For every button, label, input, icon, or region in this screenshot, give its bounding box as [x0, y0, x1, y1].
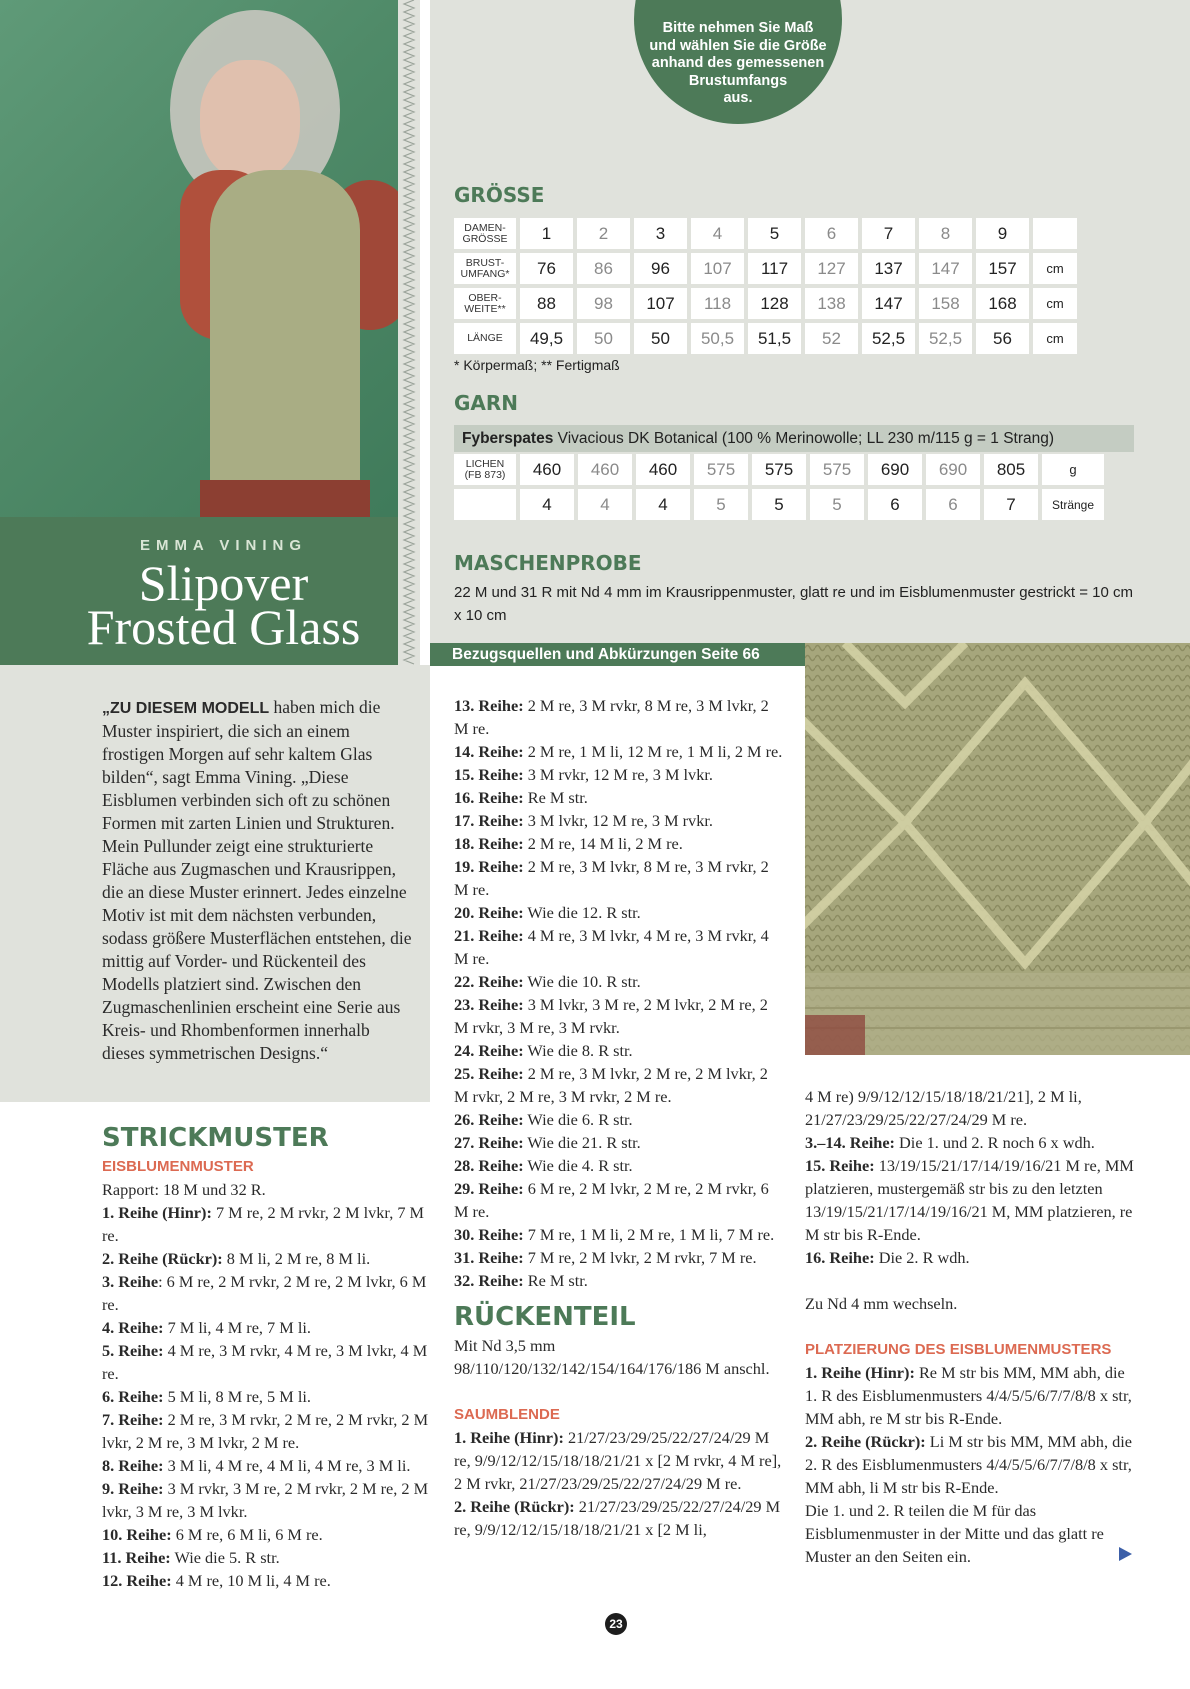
row-number: 19. Reihe:: [454, 857, 524, 876]
row-number: 3.–14. Reihe:: [805, 1133, 895, 1152]
table-cell: 51,5: [748, 323, 801, 354]
bubble-line: und wählen Sie die Größe: [649, 37, 827, 54]
row-instruction: 7 M li, 4 M re, 7 M li.: [163, 1318, 311, 1337]
row-number: 2. Reihe (Rückr):: [102, 1249, 223, 1268]
row-number: 4. Reihe:: [102, 1318, 164, 1337]
table-cell: 5: [694, 489, 748, 520]
row-instruction: 2 M re, 14 M li, 2 M re.: [523, 834, 683, 853]
table-cell: 138: [805, 288, 858, 319]
row-instruction: 2 M re, 3 M rvkr, 2 M re, 2 M rvkr, 2 M lvkr, 2 M re, 3 M lvkr, 2 M re.: [102, 1410, 429, 1452]
rapport-text: Rapport: 18 M und 32 R.: [102, 1180, 266, 1199]
cast-on-text: Mit Nd 3,5 mm 98/110/120/132/142/154/164/176/186 M anschl.: [454, 1336, 770, 1378]
table-cell: 118: [691, 288, 744, 319]
row-number: 31. Reihe:: [454, 1248, 524, 1267]
row-label-line: DAMEN-: [464, 221, 506, 234]
table-cell: 117: [748, 253, 801, 284]
instruction-row: [454, 855, 784, 901]
unit-cell: cm: [1033, 288, 1077, 319]
instruction-row: [454, 993, 784, 1039]
title-line-1: Slipover: [138, 555, 309, 611]
unit-cell: g: [1042, 454, 1104, 485]
row-number: 15. Reihe:: [454, 765, 524, 784]
instruction-row: [805, 1430, 1135, 1499]
row-number: 25. Reihe:: [454, 1064, 524, 1083]
instruction-row: [454, 1039, 784, 1062]
page-number: 23: [605, 1613, 627, 1635]
row-instruction: Wie die 12. R str.: [523, 903, 641, 922]
row-instruction: 13/19/15/21/17/14/19/16/21 M re, MM platzieren, mustergemäß str bis zu den letzten 13/19/15/21/17/14/19/16/21 M, MM platzieren, re M str bis R-Ende.: [805, 1156, 1134, 1244]
row-instruction: 3 M lvkr, 3 M re, 2 M lvkr, 2 M re, 2 M rvkr, 3 M re, 3 M rvkr.: [454, 995, 768, 1037]
author-name: EMMA VINING: [139, 537, 308, 554]
row-label-line: UMFANG*: [460, 267, 510, 280]
row-number: 30. Reihe:: [454, 1225, 524, 1244]
row-number: 11. Reihe:: [102, 1548, 171, 1567]
yarn-brand: Fyberspates: [462, 430, 554, 447]
table-cell: 6: [926, 489, 980, 520]
table-cell: 147: [862, 288, 915, 319]
row-instruction: 3 M rvkr, 12 M re, 3 M lvkr.: [523, 765, 713, 784]
instruction-row: [454, 901, 784, 924]
gauge-text: 22 M und 31 R mit Nd 4 mm im Krausrippenmuster, glatt re und im Eisblumenmuster gestrickt = 10 cm x 10 cm: [454, 584, 1134, 624]
instruction-row: [805, 1246, 1135, 1269]
row-label-line: GRÖSSE: [462, 232, 508, 245]
row-label-line: (FB 873): [464, 468, 506, 481]
row-instruction: 4 M re, 3 M lvkr, 4 M re, 3 M rvkr, 4 M re.: [454, 926, 769, 968]
instruction-row: [102, 1339, 432, 1385]
row-instruction: : 6 M re, 2 M rvkr, 2 M re, 2 M lvkr, 6 M re.: [102, 1272, 427, 1314]
yarn-heading: GARN: [454, 391, 519, 415]
row-number: 18. Reihe:: [454, 834, 524, 853]
instruction-row: [454, 1495, 784, 1541]
table-cell: 690: [868, 454, 922, 485]
row-number: 32. Reihe:: [454, 1271, 524, 1290]
row-instruction: 7 M re, 2 M lvkr, 2 M rvkr, 7 M re.: [523, 1248, 757, 1267]
needle-change-text: Zu Nd 4 mm wechseln.: [805, 1294, 958, 1313]
title-line-2: Frosted Glass: [86, 599, 361, 655]
row-instruction: Wie die 5. R str.: [170, 1548, 280, 1567]
instruction-row: [454, 1426, 784, 1495]
table-cell: 107: [634, 288, 687, 319]
table-cell: 52,5: [862, 323, 915, 354]
table-cell: 8: [919, 218, 972, 249]
table-cell: 76: [520, 253, 573, 284]
row-instruction: Li M str bis MM, MM abh, die 2. R des Eisblumenmusters 4/4/5/5/6/7/7/8/8 x str, MM abh, li M str bis R-Ende.: [805, 1432, 1132, 1497]
row-instruction: Die 1. und 2. R noch 6 x wdh.: [894, 1133, 1095, 1152]
row-label-line: LICHEN: [465, 457, 505, 470]
unit-cell: [1033, 218, 1077, 249]
table-cell: 6: [868, 489, 922, 520]
row-number: 5. Reihe:: [102, 1341, 164, 1360]
model-photo: [0, 0, 417, 517]
instruction-row: [454, 1246, 784, 1269]
row-number: 21. Reihe:: [454, 926, 524, 945]
row-number: 3. Reihe: [102, 1272, 159, 1291]
instruction-row: [102, 1247, 432, 1270]
row-number: 22. Reihe:: [454, 972, 524, 991]
table-cell: 9: [976, 218, 1029, 249]
row-instruction: 2 M re, 3 M lvkr, 2 M re, 2 M lvkr, 2 M rvkr, 2 M re, 3 M rvkr, 2 M re.: [454, 1064, 768, 1106]
instruction-row: [454, 1062, 784, 1108]
table-cell: 5: [810, 489, 864, 520]
instruction-row: [102, 1408, 432, 1454]
size-heading: GRÖSSE: [454, 183, 545, 207]
yarn-description: [454, 425, 1134, 452]
instruction-row: [102, 1477, 432, 1523]
row-instruction: 21/27/23/29/25/22/27/24/29 M re, 9/9/12/12/15/18/18/21/21 x [2 M li,: [454, 1497, 781, 1539]
instruction-row: [102, 1523, 432, 1546]
instruction-row: [454, 832, 784, 855]
zigzag-divider: [398, 0, 434, 665]
table-cell: 575: [752, 454, 806, 485]
row-instruction: Wie die 10. R str.: [523, 972, 641, 991]
row-instruction: 3 M rvkr, 3 M re, 2 M rvkr, 2 M re, 2 M lvkr, 3 M re, 3 M lvkr.: [102, 1479, 429, 1521]
row-instruction: 4 M re, 10 M li, 4 M re.: [171, 1571, 331, 1590]
table-cell: 128: [748, 288, 801, 319]
table-cell: 86: [577, 253, 630, 284]
table-row: [454, 323, 1077, 354]
table-cell: 50: [577, 323, 630, 354]
row-number: 6. Reihe:: [102, 1387, 164, 1406]
intro-quote: [102, 696, 414, 1065]
row-label: [454, 489, 516, 520]
row-number: 16. Reihe:: [454, 788, 524, 807]
table-cell: 460: [636, 454, 690, 485]
row-label-line: LÄNGE: [467, 332, 503, 344]
table-cell: 157: [976, 253, 1029, 284]
row-instruction: 7 M re, 1 M li, 2 M re, 1 M li, 7 M re.: [523, 1225, 775, 1244]
instruction-row: [454, 1223, 784, 1246]
platzierung-subheading: PLATZIERUNG DES EISBLUMENMUSTERS: [805, 1341, 1112, 1358]
table-row: [454, 454, 1104, 485]
row-number: 29. Reihe:: [454, 1179, 524, 1198]
row-label-line: WEITE**: [464, 302, 506, 315]
row-number: 14. Reihe:: [454, 742, 524, 761]
table-cell: 3: [634, 218, 687, 249]
table-cell: 50: [634, 323, 687, 354]
row-number: 16. Reihe:: [805, 1248, 875, 1267]
instruction-row: [102, 1454, 432, 1477]
yarn-table: [450, 450, 1108, 524]
instruction-row: [454, 1269, 784, 1292]
saumblende-subheading: SAUMBLENDE: [454, 1406, 560, 1423]
row-number: 8. Reihe:: [102, 1456, 164, 1475]
instruction-row: [454, 809, 784, 832]
table-cell: 5: [748, 218, 801, 249]
row-instruction: Wie die 4. R str.: [523, 1156, 633, 1175]
intro-lead: „ZU DIESEM MODELL: [102, 700, 270, 717]
table-cell: 49,5: [520, 323, 573, 354]
rueckenteil-heading: RÜCKENTEIL: [454, 1302, 636, 1332]
instruction-row: [454, 924, 784, 970]
row-label-line: OBER-: [468, 291, 502, 304]
continued-text: 4 M re) 9/9/12/12/15/18/18/21/21], 2 M li, 21/27/23/29/25/22/27/24/29 M re.: [805, 1087, 1082, 1129]
table-cell: 805: [984, 454, 1038, 485]
gauge-heading: MASCHENPROBE: [454, 551, 642, 575]
row-instruction: Re M str bis MM, MM abh, die 1. R des Eisblumenmusters 4/4/5/5/6/7/7/8/8 x str, MM abh, re M str bis R-Ende.: [805, 1363, 1132, 1428]
table-cell: 575: [694, 454, 748, 485]
table-cell: 107: [691, 253, 744, 284]
row-instruction: Wie die 8. R str.: [523, 1041, 633, 1060]
instruction-row: [102, 1270, 432, 1316]
table-cell: 1: [520, 218, 573, 249]
row-instruction: Die 2. R wdh.: [874, 1248, 970, 1267]
instruction-row: [805, 1131, 1135, 1154]
column-2: [454, 694, 784, 1541]
row-number: 26. Reihe:: [454, 1110, 524, 1129]
row-instruction: 3 M li, 4 M re, 4 M li, 4 M re, 3 M li.: [163, 1456, 411, 1475]
table-cell: 137: [862, 253, 915, 284]
instruction-row: [454, 1108, 784, 1131]
table-cell: 147: [919, 253, 972, 284]
instruction-row: [454, 786, 784, 809]
table-cell: 6: [805, 218, 858, 249]
size-advice-bubble: [634, 0, 842, 124]
table-cell: 7: [984, 489, 1038, 520]
row-instruction: 21/27/23/29/25/22/27/24/29 M re, 9/9/12/12/15/18/18/21/21 x [2 M rvkr, 4 M re], 2 M rvkr, 21/27/23/29/25/22/27/24/29 M re.: [454, 1428, 782, 1493]
table-cell: 96: [634, 253, 687, 284]
row-number: 20. Reihe:: [454, 903, 524, 922]
instruction-row: [454, 694, 784, 740]
instruction-row: [102, 1385, 432, 1408]
unit-cell: cm: [1033, 253, 1077, 284]
size-table: [450, 214, 1081, 358]
sources-bar: Bezugsquellen und Abkürzungen Seite 66: [430, 643, 805, 666]
instruction-row: [102, 1569, 432, 1592]
table-cell: 98: [577, 288, 630, 319]
row-instruction: 6 M re, 2 M lvkr, 2 M re, 2 M rvkr, 6 M re.: [454, 1179, 769, 1221]
instruction-row: [805, 1361, 1135, 1430]
title-block: [0, 517, 417, 665]
unit-cell: Stränge: [1042, 489, 1104, 520]
eisblumen-subheading: EISBLUMENMUSTER: [102, 1158, 254, 1175]
row-number: 24. Reihe:: [454, 1041, 524, 1060]
bubble-line: Bitte nehmen Sie Maß: [662, 20, 814, 36]
row-number: 12. Reihe:: [102, 1571, 172, 1590]
row-number: 15. Reihe:: [805, 1156, 875, 1175]
table-cell: 460: [578, 454, 632, 485]
next-page-arrow-icon[interactable]: [1119, 1547, 1132, 1561]
row-instruction: 3 M lvkr, 12 M re, 3 M rvkr.: [523, 811, 713, 830]
table-row: [454, 218, 1077, 249]
unit-cell: cm: [1033, 323, 1077, 354]
table-cell: 4: [578, 489, 632, 520]
table-cell: 7: [862, 218, 915, 249]
row-number: 28. Reihe:: [454, 1156, 524, 1175]
row-number: 23. Reihe:: [454, 995, 524, 1014]
instruction-row: [805, 1154, 1135, 1246]
table-cell: 158: [919, 288, 972, 319]
instruction-row: [102, 1201, 432, 1247]
table-cell: 4: [636, 489, 690, 520]
row-number: 10. Reihe:: [102, 1525, 172, 1544]
table-cell: 127: [805, 253, 858, 284]
row-instruction: 2 M re, 3 M lvkr, 8 M re, 3 M rvkr, 2 M re.: [454, 857, 769, 899]
row-instruction: 2 M re, 3 M rvkr, 8 M re, 3 M lvkr, 2 M re.: [454, 696, 769, 738]
row-instruction: 6 M re, 6 M li, 6 M re.: [171, 1525, 323, 1544]
table-row: [454, 253, 1077, 284]
row-label-line: BRUST-: [465, 256, 505, 269]
row-label: [454, 323, 516, 354]
table-cell: 460: [520, 454, 574, 485]
table-cell: 690: [926, 454, 980, 485]
strickmuster-heading: STRICKMUSTER: [102, 1123, 329, 1153]
yarn-text: Vivacious DK Botanical (100 % Merinowolle; LL 230 m/115 g = 1 Strang): [553, 430, 1055, 447]
table-cell: 2: [577, 218, 630, 249]
table-cell: 52: [805, 323, 858, 354]
table-cell: 4: [520, 489, 574, 520]
knit-detail-photo: [805, 643, 1190, 1055]
table-row: [454, 489, 1104, 520]
table-cell: 56: [976, 323, 1029, 354]
column-1: [102, 1121, 432, 1592]
instruction-row: [454, 1154, 784, 1177]
instruction-row: [454, 763, 784, 786]
row-instruction: Wie die 6. R str.: [523, 1110, 633, 1129]
row-instruction: 7 M re, 2 M rvkr, 2 M lvkr, 7 M re.: [102, 1203, 425, 1245]
row-number: 13. Reihe:: [454, 696, 524, 715]
instruction-row: [102, 1316, 432, 1339]
row-number: 1. Reihe (Hinr):: [102, 1203, 212, 1222]
table-cell: 88: [520, 288, 573, 319]
row-label: [454, 253, 516, 284]
instruction-row: [454, 1177, 784, 1223]
row-number: 7. Reihe:: [102, 1410, 164, 1429]
instruction-row: [102, 1546, 432, 1569]
size-note: * Körpermaß; ** Fertigmaß: [454, 357, 620, 373]
row-label: [454, 218, 516, 249]
table-cell: 4: [691, 218, 744, 249]
table-cell: 5: [752, 489, 806, 520]
table-cell: 50,5: [691, 323, 744, 354]
row-instruction: 2 M re, 1 M li, 12 M re, 1 M li, 2 M re.: [523, 742, 783, 761]
row-instruction: 4 M re, 3 M rvkr, 4 M re, 3 M lvkr, 4 M re.: [102, 1341, 428, 1383]
row-instruction: Re M str.: [523, 1271, 588, 1290]
row-number: 9. Reihe:: [102, 1479, 164, 1498]
bubble-line: aus.: [723, 90, 753, 106]
row-label: [454, 454, 516, 485]
row-label: [454, 288, 516, 319]
row-number: 17. Reihe:: [454, 811, 524, 830]
row-number: 2. Reihe (Rückr):: [454, 1497, 575, 1516]
row-number: 2. Reihe (Rückr):: [805, 1432, 926, 1451]
bubble-line: anhand des gemessenen: [651, 55, 825, 71]
table-cell: 52,5: [919, 323, 972, 354]
instruction-row: [454, 1131, 784, 1154]
instruction-row: [454, 970, 784, 993]
table-cell: 575: [810, 454, 864, 485]
row-number: 27. Reihe:: [454, 1133, 524, 1152]
row-number: 1. Reihe (Hinr):: [454, 1428, 564, 1447]
final-note: Die 1. und 2. R teilen die M für das Eisblumenmuster in der Mitte und das glatt re Muster an den Seiten ein.: [805, 1501, 1104, 1566]
bubble-line: Brustumfangs: [688, 72, 788, 89]
row-instruction: Wie die 21. R str.: [523, 1133, 641, 1152]
row-instruction: 5 M li, 8 M re, 5 M li.: [163, 1387, 311, 1406]
table-row: [454, 288, 1077, 319]
row-instruction: Re M str.: [523, 788, 588, 807]
row-instruction: 8 M li, 2 M re, 8 M li.: [222, 1249, 371, 1268]
row-number: 1. Reihe (Hinr):: [805, 1363, 915, 1382]
intro-text: haben mich die Muster inspiriert, die sich an einem frostigen Morgen auf sehr kaltem Glas bilden“, sagt Emma Vining. „Diese Eisblumen verbinden sich oft zu schönen Formen mit zarten Linien und Strukturen. Mein Pullunder zeigt eine strukturierte Fläche aus Zugmaschen und Krausrippen, die an diese Muster erinnert. Jedes einzelne Motiv ist mit dem nächsten verbunden, sodass größere Musterflächen entstehen, die mittig auf Vorder- und Rückenteil des Modells platziert sind. Zwischen den Zugmaschenlinien erscheint eine Serie aus Kreis- und Rhombenformen innerhalb dieses symmetrischen Designs.“: [102, 697, 412, 1063]
table-cell: 168: [976, 288, 1029, 319]
column-3: [805, 1085, 1135, 1568]
instruction-row: [454, 740, 784, 763]
